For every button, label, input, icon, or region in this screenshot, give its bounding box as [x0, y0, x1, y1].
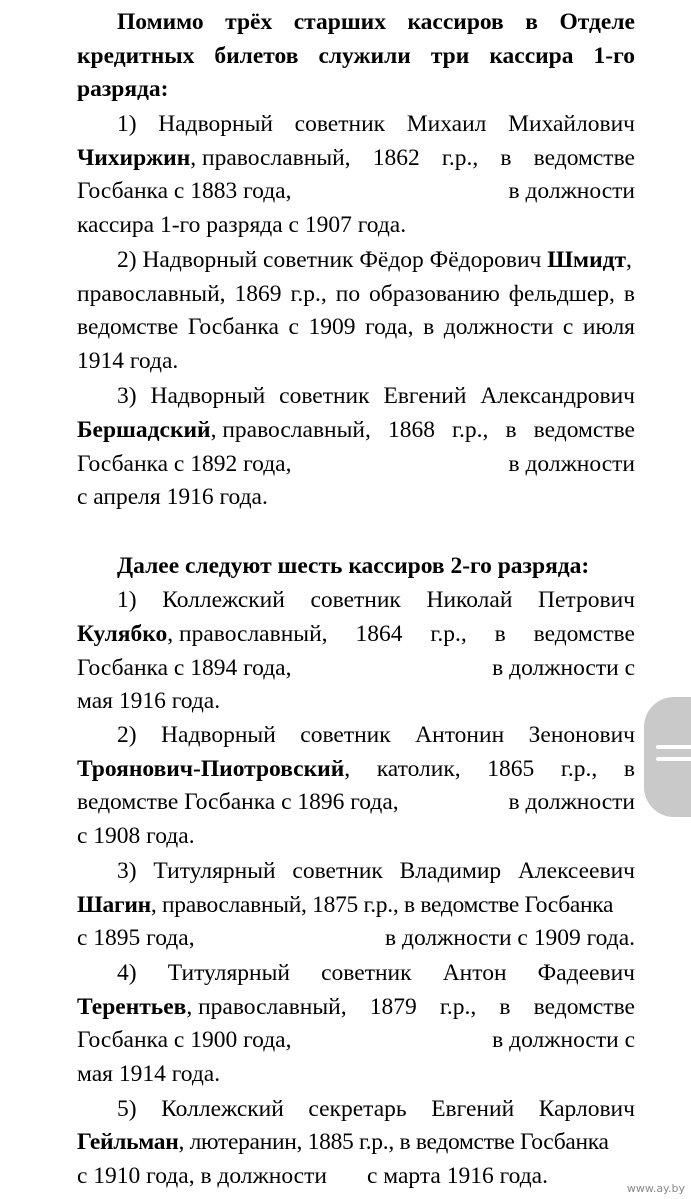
- name-with-comma: [77, 618, 328, 651]
- word: 1864: [355, 621, 403, 647]
- word: Зенонович: [528, 722, 635, 748]
- word: г.р.,: [452, 417, 489, 443]
- word: Титулярный: [167, 960, 290, 986]
- text-fragment: в должности с: [492, 1027, 635, 1053]
- site-watermark: www.ay.by: [626, 1182, 685, 1195]
- heading-line: [77, 6, 635, 39]
- word: Титулярный: [153, 858, 276, 884]
- word: секретарь: [308, 1096, 407, 1122]
- paragraph-line: [77, 108, 635, 141]
- text-fragment: с апреля 1916 года.: [77, 484, 268, 510]
- word: в: [499, 994, 511, 1020]
- word: 1865: [487, 756, 535, 782]
- word: в: [505, 417, 517, 443]
- text-fragment: в должности с 1909 года.: [385, 925, 635, 951]
- text-fragment: с 1895 года,: [77, 925, 195, 951]
- paragraph-line: [77, 448, 635, 481]
- word: в: [494, 621, 506, 647]
- paragraph-line: [77, 584, 635, 617]
- text-fragment: Госбанка с 1892 года,: [77, 451, 292, 477]
- person-surname: Троянович-Пиотровский: [77, 756, 345, 782]
- word: ведомстве: [533, 417, 635, 443]
- paragraph-line: [77, 244, 635, 277]
- word: в: [525, 9, 538, 35]
- word: Михайлович: [508, 111, 635, 137]
- word: билетов: [214, 43, 299, 69]
- name-with-comma: [77, 991, 347, 1024]
- paragraph-line: [77, 1024, 635, 1057]
- paragraph-line: [77, 820, 635, 853]
- word: 3): [117, 858, 137, 884]
- word: должности: [443, 314, 554, 340]
- paragraph-line: [77, 209, 635, 242]
- text-fragment: ,: [626, 247, 632, 273]
- paragraph-line: [77, 142, 635, 175]
- word: г.р.,: [441, 145, 479, 171]
- name-with-comma: [77, 414, 371, 447]
- paragraph-line: [77, 481, 635, 514]
- word: 1869: [234, 281, 282, 307]
- word: Антон: [442, 960, 507, 986]
- text-fragment: в должности с: [492, 655, 635, 681]
- paragraph-line: [77, 414, 635, 447]
- heading-line: [77, 73, 635, 106]
- paragraph-line: [77, 1126, 635, 1159]
- word: с: [288, 314, 299, 340]
- word: Фадеевич: [537, 960, 635, 986]
- heading-line: [77, 550, 635, 583]
- word: образованию: [369, 281, 500, 307]
- word: Евгений: [431, 1096, 515, 1122]
- word: по: [335, 281, 361, 307]
- text-fragment: Госбанка с 1883 года,: [77, 178, 292, 204]
- word: ведомстве: [533, 621, 635, 647]
- word: советник: [292, 858, 383, 884]
- text-fragment: , лютеранин, 1885 г.р., в ведомстве Госбанка: [178, 1129, 609, 1155]
- word: Коллежский: [161, 1096, 284, 1122]
- heading-text: Далее следуют шесть кассиров 2-го разряда:: [117, 553, 590, 579]
- word: Надворный: [150, 383, 266, 409]
- person-surname: Гейльман: [77, 1129, 179, 1155]
- word: июля: [582, 314, 635, 340]
- word: советник: [294, 111, 386, 137]
- word: 2): [117, 722, 137, 748]
- word: , православный,: [190, 145, 351, 171]
- paragraph-line: [77, 345, 635, 378]
- word: с: [562, 314, 574, 340]
- word: г.р.,: [430, 621, 467, 647]
- word: ,: [344, 756, 351, 782]
- text-fragment: с 1908 года.: [77, 823, 195, 849]
- paragraph-line: [77, 855, 635, 888]
- text-fragment: ведомстве Госбанка с 1896 года,: [77, 789, 399, 815]
- word: ведомстве: [533, 145, 635, 171]
- heading-line: [77, 40, 635, 73]
- paragraph-line: [77, 1058, 635, 1091]
- paragraph-line: [77, 311, 635, 344]
- text-fragment: 1914 года.: [77, 348, 179, 374]
- word: Михаил: [406, 111, 487, 137]
- word: года,: [365, 314, 414, 340]
- word: 1879: [369, 994, 417, 1020]
- word: 1-го: [593, 43, 635, 69]
- word: советник: [279, 383, 370, 409]
- paragraph-line: [77, 786, 635, 819]
- paragraph-line: [77, 922, 635, 955]
- word: г.р.,: [560, 756, 598, 782]
- word: Надворный: [158, 111, 273, 137]
- paragraph-line: [77, 719, 635, 752]
- word: в: [423, 314, 435, 340]
- heading-text: разряда:: [77, 76, 169, 102]
- text-fragment: с марта 1916 года.: [366, 1163, 548, 1189]
- word: Антонин: [415, 722, 505, 748]
- name-with-comma: [77, 142, 351, 175]
- cropped-text-fragment: [195, 0, 205, 3]
- word: в: [623, 756, 635, 782]
- word: г.р.,: [290, 281, 327, 307]
- text-fragment: 2) Надворный советник Фёдор Фёдорович: [117, 247, 548, 273]
- person-surname: Бершадский: [77, 417, 211, 443]
- paragraph-line: [77, 652, 635, 685]
- word: Отделе: [559, 9, 635, 35]
- word: 1): [117, 587, 137, 613]
- word: Александрович: [480, 383, 635, 409]
- word: г.р.,: [439, 994, 477, 1020]
- paragraph-line: [77, 618, 635, 651]
- word: трёх: [225, 9, 273, 35]
- word: фельдшер,: [508, 281, 615, 307]
- text-fragment: в должности: [508, 789, 635, 815]
- paragraph-line: [77, 957, 635, 990]
- paragraph-line: [77, 175, 635, 208]
- paragraph-line: [77, 685, 635, 718]
- word: Коллежский: [162, 587, 285, 613]
- text-fragment: в должности: [508, 178, 635, 204]
- word: , православный,: [167, 621, 328, 647]
- word: советник: [310, 587, 401, 613]
- person-surname: Шагин: [77, 892, 151, 918]
- word: советник: [300, 722, 391, 748]
- paragraph-line: [77, 1093, 635, 1126]
- person-surname: Кулябко: [77, 621, 168, 647]
- text-fragment: , православный, 1875 г.р., в ведомстве Госбанка: [150, 892, 614, 918]
- text-fragment: в должности: [508, 451, 635, 477]
- word: Владимир: [399, 858, 502, 884]
- word: в: [623, 281, 635, 307]
- word: , православный,: [186, 994, 347, 1020]
- text-fragment: Госбанка с 1900 года,: [77, 1027, 292, 1053]
- person-surname: Чихиржин: [77, 145, 191, 171]
- text-fragment: кассира 1-го разряда с 1907 года.: [77, 212, 407, 238]
- word: в: [500, 145, 512, 171]
- word: ведомстве: [77, 314, 179, 340]
- word: Николай: [426, 587, 513, 613]
- word: 3): [117, 383, 137, 409]
- word: Алексеевич: [517, 858, 635, 884]
- paragraph-line: [77, 1160, 635, 1193]
- person-surname: Терентьев: [77, 994, 187, 1020]
- word: католик,: [376, 756, 461, 782]
- word: советник: [321, 960, 412, 986]
- paragraph-line: [77, 889, 635, 922]
- word: старших: [293, 9, 386, 35]
- word: , православный,: [210, 417, 371, 443]
- word: 1868: [387, 417, 435, 443]
- word: кредитных: [77, 43, 195, 69]
- text-fragment: с 1910 года, в должности: [77, 1163, 327, 1189]
- text-fragment: мая 1916 года.: [77, 688, 221, 714]
- paragraph-line: [77, 380, 635, 413]
- text-fragment: Госбанка с 1894 года,: [77, 655, 292, 681]
- word: Госбанка: [187, 314, 279, 340]
- word: три: [430, 43, 470, 69]
- word: 1862: [372, 145, 420, 171]
- word: Евгений: [383, 383, 467, 409]
- word: служили: [318, 43, 411, 69]
- word: Помимо: [117, 9, 204, 35]
- word: 1909: [308, 314, 356, 340]
- side-drawer-handle[interactable]: [644, 697, 691, 817]
- word: ведомстве: [533, 994, 635, 1020]
- paragraph-line: [77, 753, 635, 786]
- word: кассиров: [407, 9, 504, 35]
- name-with-comma: [77, 753, 350, 786]
- paragraph-line: [77, 278, 635, 311]
- word: Надворный: [161, 722, 276, 748]
- word: кассира: [489, 43, 574, 69]
- text-fragment: мая 1914 года.: [77, 1061, 221, 1087]
- word: Карлович: [538, 1096, 635, 1122]
- person-surname: Шмидт: [547, 247, 627, 273]
- word: 5): [117, 1096, 137, 1122]
- word: православный,: [77, 281, 226, 307]
- word: 1): [117, 111, 137, 137]
- word: Петрович: [538, 587, 635, 613]
- word: 4): [117, 960, 137, 986]
- paragraph-line: [77, 991, 635, 1024]
